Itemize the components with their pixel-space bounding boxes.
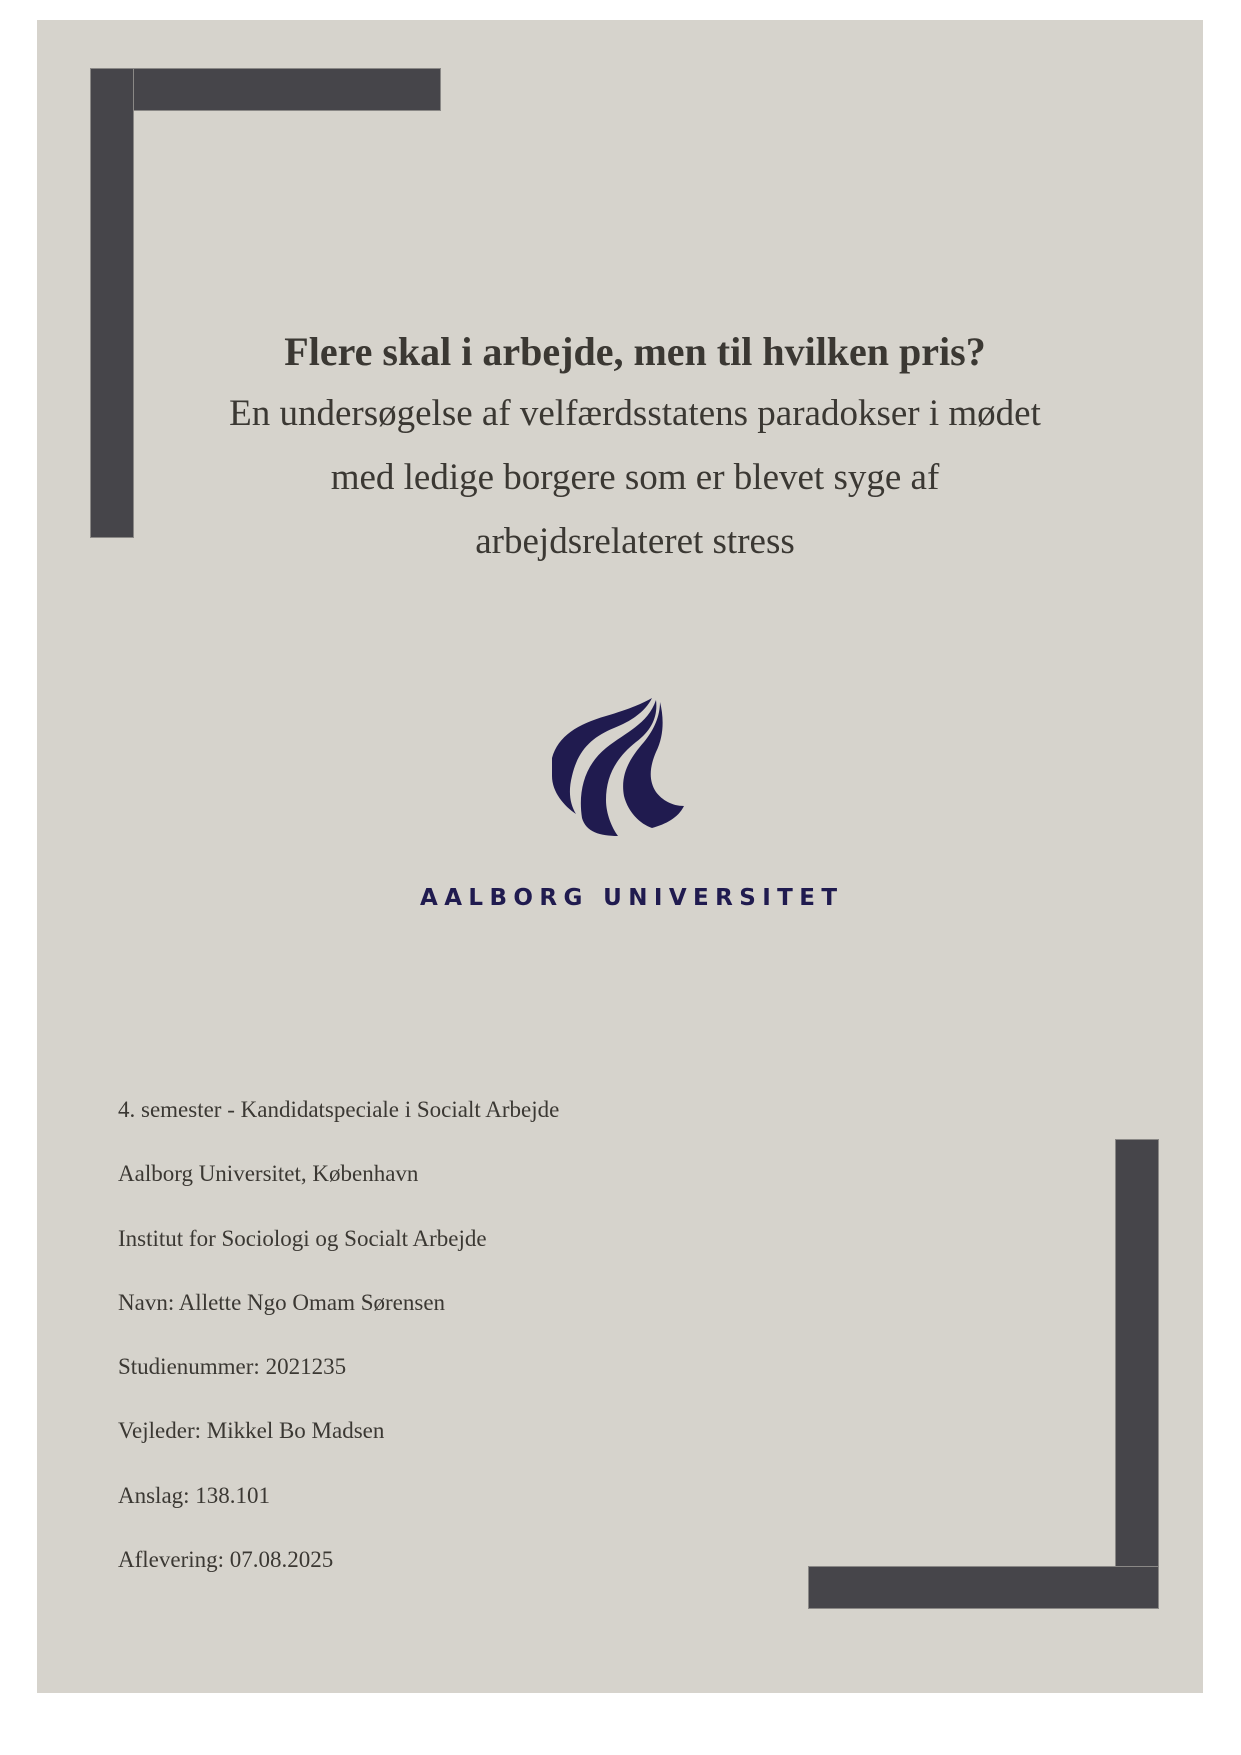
info-semester: 4. semester - Kandidatspeciale i Socialt Arbejde [118,1097,560,1122]
subtitle-line-1: En undersøgelse af velfærdsstatens paradokser i mødet [229,393,1041,434]
university-wordmark: AALBORG UNIVERSITET [420,885,844,911]
thesis-info-block [118,1078,559,1592]
info-submission-date: Aflevering: 07.08.2025 [118,1547,334,1573]
info-supervisor: Vejleder: Mikkel Bo Madsen [118,1418,385,1444]
document-title: Flere skal i arbejde, men til hvilken pris? [284,329,986,374]
subtitle-line-2: med ledige borgere som er blevet syge af [330,457,940,498]
subtitle-line-3: arbejdsrelateret stress [475,521,795,562]
info-student-number: Studienummer: 2021235 [118,1354,347,1380]
decorative-bracket-top-left-horizontal [90,68,441,111]
decorative-bracket-bottom-right-vertical [1115,1139,1159,1609]
decorative-bracket-top-left-vertical [90,68,134,538]
info-institute: Institut for Sociologi og Socialt Arbejde [118,1225,487,1251]
info-university: Aalborg Universitet, København [118,1161,419,1187]
decorative-bracket-bottom-right-horizontal [808,1566,1159,1609]
info-name: Navn: Allette Ngo Omam Sørensen [118,1289,446,1315]
title-block [160,322,1110,574]
aau-wave-logo-icon [548,696,688,840]
info-character-count: Anslag: 138.101 [118,1482,271,1508]
